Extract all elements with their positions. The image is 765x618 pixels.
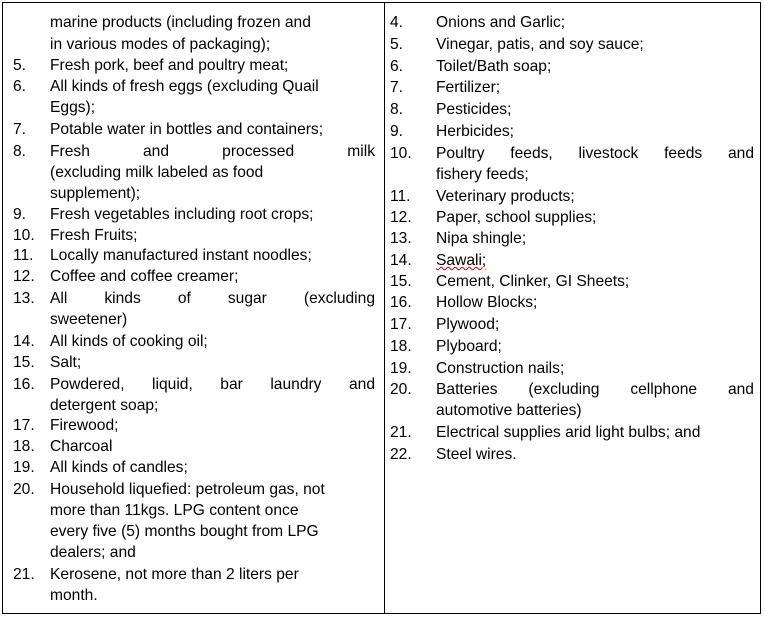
- item-text: in various modes of packaging);: [50, 36, 271, 53]
- item-text: marine products (including frozen and: [50, 14, 311, 31]
- item-text: Vinegar, patis, and soy sauce;: [436, 36, 644, 53]
- item-text: Eggs);: [50, 99, 96, 116]
- column-divider: [384, 3, 385, 613]
- item-text: Kerosene, not more than 2 liters per: [50, 566, 299, 583]
- item-text: month.: [50, 587, 98, 604]
- item-number: 9.: [13, 206, 27, 223]
- item-text: sweetener): [50, 311, 128, 328]
- item-number: 19.: [13, 459, 35, 476]
- item-text: Fresh vegetables including root crops;: [50, 206, 314, 223]
- item-text: automotive batteries): [436, 402, 582, 419]
- item-number: 8.: [13, 143, 27, 160]
- item-text: fishery feeds;: [436, 166, 529, 183]
- item-number: 6.: [13, 78, 27, 95]
- item-number: 8.: [390, 101, 404, 118]
- item-text: Charcoal: [50, 438, 113, 455]
- item-text: Fresh pork, beef and poultry meat;: [50, 57, 289, 74]
- item-text: Pesticides;: [436, 101, 512, 118]
- item-number: 13.: [390, 230, 412, 247]
- item-text: every five (5) months bought from LPG: [50, 523, 319, 540]
- item-number: 5.: [13, 57, 27, 74]
- item-number: 20.: [390, 381, 412, 398]
- item-text: Coffee and coffee creamer;: [50, 268, 239, 285]
- item-text: Plywood;: [436, 316, 500, 333]
- item-text: Fertilizer;: [436, 79, 501, 96]
- item-text: Locally manufactured instant noodles;: [50, 247, 312, 264]
- item-number: 18.: [390, 338, 412, 355]
- item-text: Firewood;: [50, 417, 119, 434]
- item-number: 11.: [13, 247, 34, 264]
- item-text: All kinds of cooking oil;: [50, 333, 208, 350]
- item-number: 16.: [13, 376, 35, 393]
- item-number: 12.: [390, 209, 412, 226]
- item-text: Cement, Clinker, GI Sheets;: [436, 273, 630, 290]
- item-number: 5.: [390, 36, 404, 53]
- item-text: Poultry feeds, livestock feeds and: [436, 145, 754, 162]
- item-number: 19.: [390, 360, 412, 377]
- item-text: Household liquefied: petroleum gas, not: [50, 481, 325, 498]
- item-number: 15.: [390, 273, 412, 290]
- item-number: 6.: [390, 58, 404, 75]
- item-number: 14.: [390, 252, 412, 269]
- item-text: All kinds of fresh eggs (excluding Quail: [50, 78, 319, 95]
- item-text: Construction nails;: [436, 360, 565, 377]
- item-text: Nipa shingle;: [436, 230, 527, 247]
- item-text: Salt;: [50, 354, 82, 371]
- item-text: dealers; and: [50, 544, 136, 561]
- item-text: Potable water in bottles and containers;: [50, 121, 324, 138]
- item-number: 4.: [390, 14, 404, 31]
- item-number: 10.: [390, 145, 412, 162]
- item-number: 10.: [13, 227, 35, 244]
- item-text: Fresh Fruits;: [50, 227, 138, 244]
- item-number: 16.: [390, 294, 412, 311]
- item-number: 7.: [390, 79, 404, 96]
- item-text: Veterinary products;: [436, 188, 575, 205]
- item-text: Toilet/Bath soap;: [436, 58, 552, 75]
- item-number: 13.: [13, 290, 35, 307]
- item-text: supplement);: [50, 185, 141, 202]
- item-number: 12.: [13, 268, 35, 285]
- item-text: more than 11kgs. LPG content once: [50, 502, 299, 519]
- item-number: 17.: [390, 316, 412, 333]
- item-text: Plyboard;: [436, 338, 502, 355]
- item-number: 14.: [13, 333, 35, 350]
- item-text: All kinds of sugar (excluding: [50, 290, 375, 307]
- item-number: 15.: [13, 354, 35, 371]
- item-number: 17.: [13, 417, 35, 434]
- item-text: All kinds of candles;: [50, 459, 188, 476]
- item-text: Sawali;: [436, 252, 487, 269]
- item-text: Hollow Blocks;: [436, 294, 538, 311]
- item-number: 9.: [390, 123, 404, 140]
- item-text: Paper, school supplies;: [436, 209, 597, 226]
- item-number: 21.: [13, 566, 35, 583]
- item-number: 7.: [13, 121, 27, 138]
- item-number: 11.: [390, 188, 411, 205]
- item-text: Electrical supplies arid light bulbs; and: [436, 424, 701, 441]
- item-text: Fresh and processed milk: [50, 143, 375, 160]
- item-number: 20.: [13, 481, 35, 498]
- item-text: Powdered, liquid, bar laundry and: [50, 376, 375, 393]
- item-number: 21.: [390, 424, 412, 441]
- item-text: (excluding milk labeled as food: [50, 164, 264, 181]
- item-text: detergent soap;: [50, 397, 159, 414]
- item-text: Steel wires.: [436, 446, 517, 463]
- item-text: Herbicides;: [436, 123, 514, 140]
- item-number: 18.: [13, 438, 35, 455]
- item-text: Onions and Garlic;: [436, 14, 566, 31]
- item-text: Batteries (excluding cellphone and: [436, 381, 754, 398]
- item-number: 22.: [390, 446, 412, 463]
